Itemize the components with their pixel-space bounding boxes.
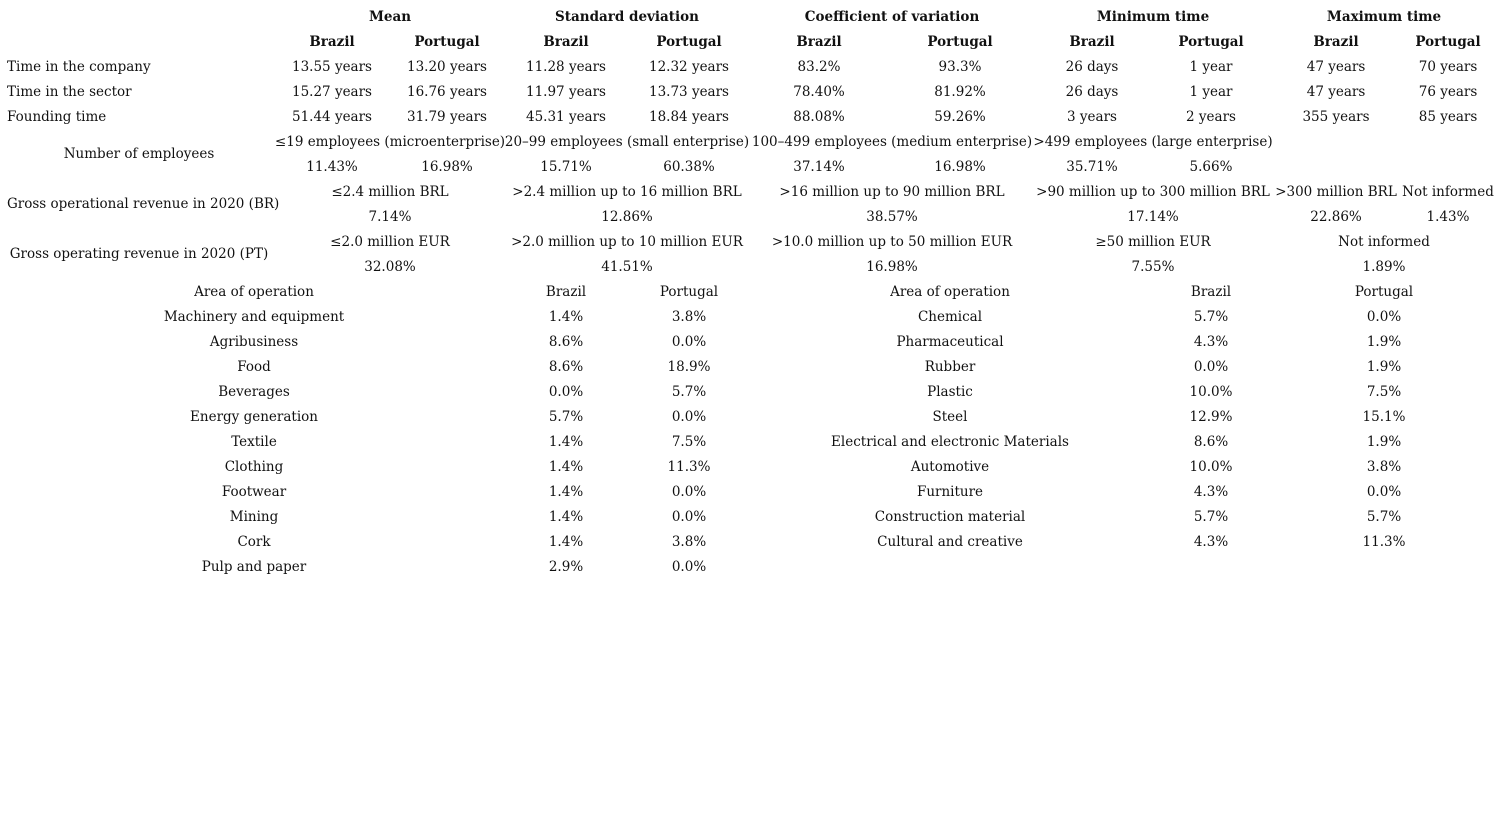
stats-cell: 88.08% <box>793 109 845 125</box>
employees-category: >499 employees (large enterprise) <box>1033 134 1273 150</box>
stats-cell: 78.40% <box>793 84 845 100</box>
stats-cell: 26 days <box>1065 59 1119 75</box>
stats-cell: 11.97 years <box>526 84 606 100</box>
area-value-portugal: 0.0% <box>671 509 707 525</box>
area-name: Furniture <box>916 484 984 500</box>
employees-category: ≤19 employees (microenterprise) <box>274 134 506 150</box>
country-header-brazil: Brazil <box>543 34 589 50</box>
revenue-br-value: 12.86% <box>601 209 653 225</box>
area-value-portugal: 5.7% <box>671 384 707 400</box>
stats-cell: 31.79 years <box>407 109 487 125</box>
area-value-brazil: 10.0% <box>1189 384 1233 400</box>
area-value-brazil: 1.4% <box>548 484 584 500</box>
employees-value: 35.71% <box>1066 159 1118 175</box>
revenue-br-category: >2.4 million up to 16 million BRL <box>512 184 742 200</box>
area-value-brazil: 4.3% <box>1193 484 1229 500</box>
group-header-std: Standard deviation <box>555 9 699 25</box>
revenue-pt-category: Not informed <box>1338 234 1430 250</box>
stats-cell: 70 years <box>1418 59 1478 75</box>
revenue-br-value: 22.86% <box>1310 209 1362 225</box>
employees-value: 5.66% <box>1189 159 1233 175</box>
stats-cell: 15.27 years <box>292 84 372 100</box>
revenue-pt-value: 7.55% <box>1131 259 1175 275</box>
employees-value: 11.43% <box>306 159 358 175</box>
area-name: Pulp and paper <box>201 559 307 575</box>
employees-value: 16.98% <box>934 159 986 175</box>
area-name: Mining <box>229 509 279 525</box>
area-value-brazil: 0.0% <box>1193 359 1229 375</box>
stats-cell: 11.28 years <box>526 59 606 75</box>
area-name: Clothing <box>224 459 284 475</box>
employees-value: 16.98% <box>421 159 473 175</box>
stats-cell: 355 years <box>1302 109 1370 125</box>
stats-cell: 16.76 years <box>407 84 487 100</box>
area-value-brazil: 5.7% <box>1193 509 1229 525</box>
area-value-brazil: 10.0% <box>1189 459 1233 475</box>
area-value-portugal: 0.0% <box>671 334 707 350</box>
area-value-portugal: 7.5% <box>1366 384 1402 400</box>
country-header-portugal: Portugal <box>414 34 480 50</box>
area-value-brazil: 4.3% <box>1193 334 1229 350</box>
employees-category: 100–499 employees (medium enterprise) <box>751 134 1033 150</box>
group-header-cv: Coefficient of variation <box>804 9 980 25</box>
revenue-br-value: 7.14% <box>368 209 412 225</box>
area-name: Pharmaceutical <box>896 334 1004 350</box>
group-header-mean: Mean <box>368 9 412 25</box>
area-name: Cultural and creative <box>877 534 1023 550</box>
stats-cell: 13.55 years <box>292 59 372 75</box>
stats-row-label: Time in the sector <box>7 84 132 100</box>
stats-cell: 13.73 years <box>649 84 729 100</box>
group-header-max: Maximum time <box>1326 9 1442 25</box>
stats-cell: 85 years <box>1418 109 1478 125</box>
stats-cell: 18.84 years <box>649 109 729 125</box>
area-value-portugal: 5.7% <box>1366 509 1402 525</box>
stats-cell: 1 year <box>1189 59 1233 75</box>
area-value-brazil: 0.0% <box>548 384 584 400</box>
stats-cell: 51.44 years <box>292 109 372 125</box>
stats-row-label: Time in the company <box>7 59 151 75</box>
area-value-portugal: 7.5% <box>671 434 707 450</box>
area-header-portugal: Portugal <box>1354 284 1414 300</box>
stats-cell: 13.20 years <box>407 59 487 75</box>
area-value-portugal: 3.8% <box>1366 459 1402 475</box>
area-value-brazil: 1.4% <box>548 309 584 325</box>
stats-cell: 26 days <box>1065 84 1119 100</box>
area-value-portugal: 0.0% <box>671 409 707 425</box>
revenue-br-category: >90 million up to 300 million BRL <box>1036 184 1270 200</box>
revenue-pt-category: >10.0 million up to 50 million EUR <box>771 234 1013 250</box>
area-name: Plastic <box>927 384 973 400</box>
area-name: Construction material <box>874 509 1026 525</box>
employees-category: 20–99 employees (small enterprise) <box>504 134 750 150</box>
area-name: Cork <box>237 534 271 550</box>
revenue-br-category: ≤2.4 million BRL <box>331 184 449 200</box>
area-value-portugal: 0.0% <box>1366 484 1402 500</box>
country-header-portugal: Portugal <box>1415 34 1481 50</box>
revenue-br-value: 1.43% <box>1426 209 1470 225</box>
area-header-portugal: Portugal <box>659 284 719 300</box>
area-name: Electrical and electronic Materials <box>831 434 1069 450</box>
area-value-portugal: 11.3% <box>667 459 711 475</box>
area-name: Beverages <box>218 384 290 400</box>
revenue-pt-category: >2.0 million up to 10 million EUR <box>511 234 743 250</box>
area-value-portugal: 18.9% <box>667 359 711 375</box>
revenue-pt-label: Gross operating revenue in 2020 (PT) <box>9 246 269 262</box>
area-value-portugal: 0.0% <box>671 484 707 500</box>
revenue-br-value: 38.57% <box>866 209 918 225</box>
area-name: Agribusiness <box>209 334 299 350</box>
area-value-portugal: 3.8% <box>671 309 707 325</box>
area-header-label: Area of operation <box>194 284 314 300</box>
area-value-portugal: 1.9% <box>1366 434 1402 450</box>
group-header-min: Minimum time <box>1096 9 1210 25</box>
revenue-pt-value: 32.08% <box>364 259 416 275</box>
stats-cell: 3 years <box>1067 109 1117 125</box>
country-header-brazil: Brazil <box>1069 34 1115 50</box>
revenue-br-category: >16 million up to 90 million BRL <box>779 184 1005 200</box>
country-header-brazil: Brazil <box>1313 34 1359 50</box>
area-header-brazil: Brazil <box>1190 284 1232 300</box>
area-name: Automotive <box>910 459 990 475</box>
stats-cell: 59.26% <box>934 109 986 125</box>
stats-cell: 81.92% <box>934 84 986 100</box>
area-value-brazil: 5.7% <box>548 409 584 425</box>
stats-cell: 93.3% <box>938 59 982 75</box>
area-value-brazil: 1.4% <box>548 534 584 550</box>
area-value-brazil: 4.3% <box>1193 534 1229 550</box>
employees-label: Number of employees <box>63 146 215 162</box>
employees-value: 37.14% <box>793 159 845 175</box>
area-value-portugal: 0.0% <box>1366 309 1402 325</box>
country-header-brazil: Brazil <box>309 34 355 50</box>
area-value-brazil: 8.6% <box>548 359 584 375</box>
stats-cell: 2 years <box>1186 109 1236 125</box>
area-value-brazil: 8.6% <box>1193 434 1229 450</box>
area-value-portugal: 3.8% <box>671 534 707 550</box>
area-value-brazil: 1.4% <box>548 509 584 525</box>
area-header-label: Area of operation <box>890 284 1010 300</box>
revenue-pt-value: 1.89% <box>1362 259 1406 275</box>
area-name: Rubber <box>924 359 976 375</box>
country-header-portugal: Portugal <box>1178 34 1244 50</box>
area-value-portugal: 0.0% <box>671 559 707 575</box>
revenue-pt-value: 41.51% <box>601 259 653 275</box>
area-header-brazil: Brazil <box>545 284 587 300</box>
area-value-brazil: 1.4% <box>548 434 584 450</box>
area-value-brazil: 5.7% <box>1193 309 1229 325</box>
area-name: Steel <box>932 409 968 425</box>
area-value-portugal: 1.9% <box>1366 359 1402 375</box>
area-value-brazil: 1.4% <box>548 459 584 475</box>
area-name: Food <box>237 359 271 375</box>
revenue-br-label: Gross operational revenue in 2020 (BR) <box>7 196 280 212</box>
stats-cell: 47 years <box>1306 59 1366 75</box>
stats-cell: 45.31 years <box>526 109 606 125</box>
stats-cell: 1 year <box>1189 84 1233 100</box>
area-value-brazil: 12.9% <box>1189 409 1233 425</box>
stats-cell: 83.2% <box>797 59 841 75</box>
area-name: Energy generation <box>190 409 318 425</box>
area-value-portugal: 15.1% <box>1362 409 1406 425</box>
stats-row-label: Founding time <box>7 109 107 125</box>
stats-cell: 12.32 years <box>649 59 729 75</box>
revenue-br-value: 17.14% <box>1127 209 1179 225</box>
country-header-portugal: Portugal <box>656 34 722 50</box>
area-value-portugal: 1.9% <box>1366 334 1402 350</box>
revenue-br-category: Not informed <box>1402 184 1494 200</box>
employees-value: 60.38% <box>663 159 715 175</box>
area-name: Textile <box>231 434 277 450</box>
revenue-pt-value: 16.98% <box>866 259 918 275</box>
area-value-brazil: 2.9% <box>548 559 584 575</box>
area-name: Chemical <box>917 309 983 325</box>
stats-cell: 76 years <box>1418 84 1478 100</box>
revenue-br-category: >300 million BRL <box>1275 184 1397 200</box>
country-header-portugal: Portugal <box>927 34 993 50</box>
country-header-brazil: Brazil <box>796 34 842 50</box>
revenue-pt-category: ≥50 million EUR <box>1095 234 1211 250</box>
area-value-brazil: 8.6% <box>548 334 584 350</box>
area-name: Footwear <box>221 484 287 500</box>
revenue-pt-category: ≤2.0 million EUR <box>330 234 450 250</box>
area-value-portugal: 11.3% <box>1362 534 1406 550</box>
area-name: Machinery and equipment <box>163 309 345 325</box>
stats-cell: 47 years <box>1306 84 1366 100</box>
employees-value: 15.71% <box>540 159 592 175</box>
